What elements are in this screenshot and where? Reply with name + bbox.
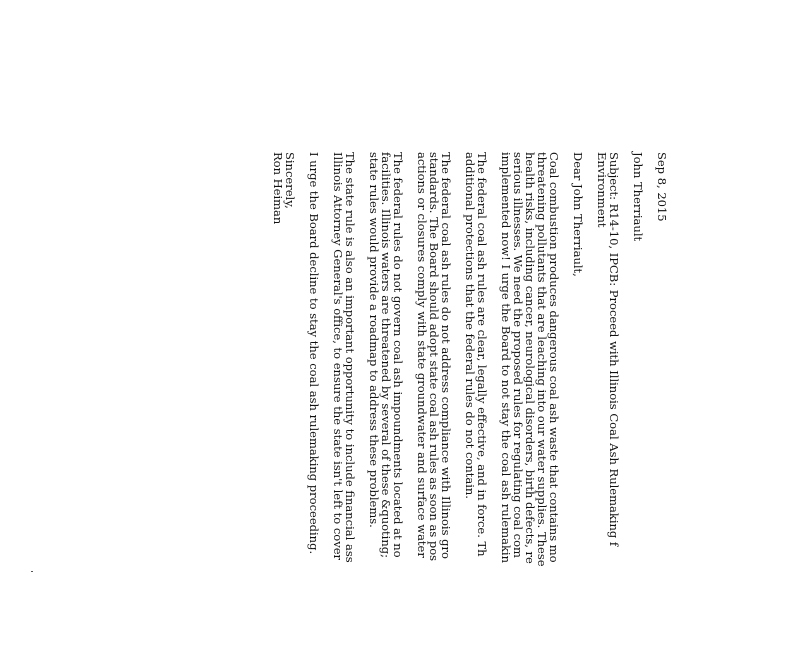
paragraph-4-line: facilities. Illinois waters are threatened by several of these &quoting; [379,152,393,558]
paragraph-1-line: threatening pollutants that are leaching into our water supplies. These [535,152,549,567]
letter-subject-line-1: Subject: R14-10, IPCB: Proceed with Illinois Coal Ash Rulemaking f [607,152,621,547]
paragraph-4-line: state rules would provide a roadmap to address these problems. [367,152,381,528]
paragraph-1-line: health risks, including cancer, neurological disorders, birth defects, re [523,152,537,564]
paragraph-3-line: standards. The Board should adopt state coal ash rules as soon as pos [427,152,441,562]
paragraph-5-line: Illinois Attorney General's office, to ensure the state isn't left to cover [331,152,345,560]
paragraph-4-line: The federal rules do not govern coal ash impoundments located at no [391,152,405,558]
rotated-letter [271,152,669,652]
letter-salutation: Dear John Therriault, [571,152,585,277]
letter-signature: Ron Heiman [271,152,285,225]
letter-sender: John Therriault [631,152,645,242]
letter-date: Sep 8, 2015 [655,152,669,222]
paragraph-1-line: Coal combustion produces dangerous coal ash waste that contains mo [547,152,561,563]
paragraph-5-line: The state rule is also an important opportunity to include financial ass [343,152,357,563]
paragraph-3-line: actions or closures comply with state groundwater and surface water [415,152,429,558]
paragraph-1-line: serious illnesses. We need the proposed rules for regulating coal com [511,152,525,558]
paragraph-3-line: The federal coal ash rules do not address compliance with Illinois gro [439,152,453,559]
paragraph-1-line: implemented now! I urge the Board to not stay the coal ash rulemakin [499,152,513,564]
paragraph-2-line: additional protections that the federal rules do not contain. [463,152,477,499]
paragraph-2-line: The federal coal ash rules are clear, legally effective, and in force. Th [475,152,489,557]
letter-closing: Sincerely, [283,152,297,209]
scan-speck [31,571,33,572]
letter-subject-line-2: Environment [595,152,609,228]
closing-request: I urge the Board decline to stay the coal ash rulemaking proceeding. [307,152,321,555]
